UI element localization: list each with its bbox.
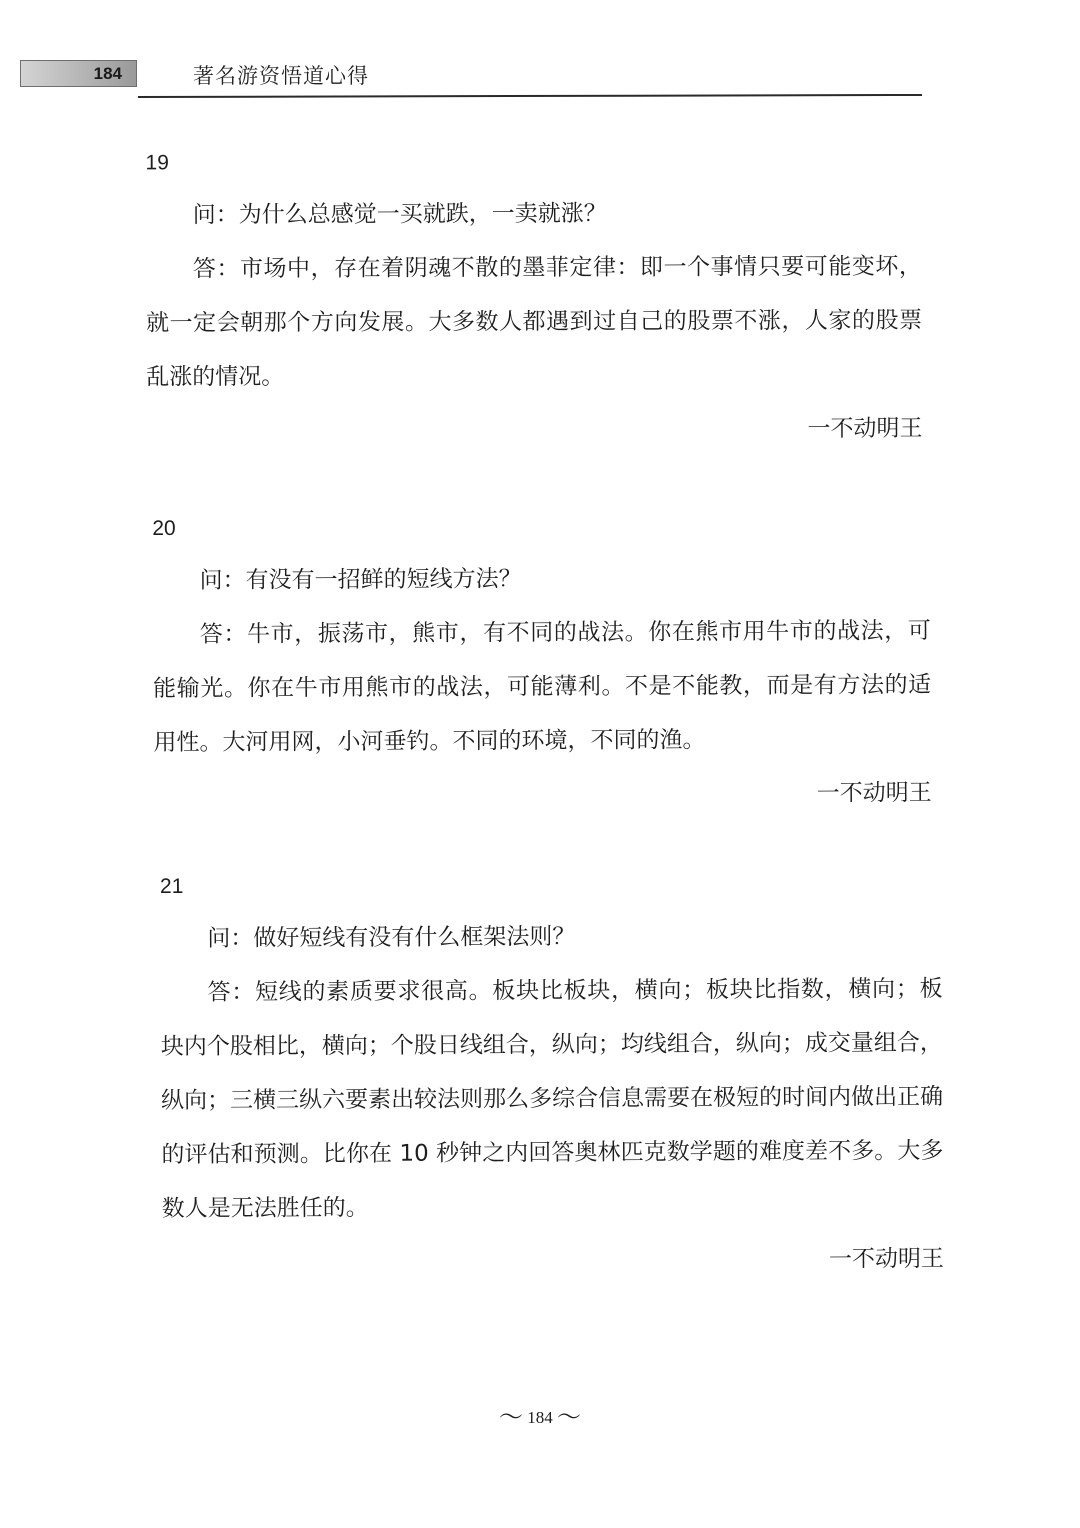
header-rule [138,94,922,98]
qa-entry-19 [145,138,922,459]
author-signature: 一不动明王 [807,415,923,443]
book-title: 著名游资悟道心得 [193,64,369,88]
footer-page-number: 184 [527,1408,553,1427]
entry-number: 20 [152,516,176,541]
qa-entry-20 [152,502,932,824]
header-page-number: 184 [93,64,122,83]
question-text: 问：做好短线有没有什么框架法则？ [207,923,576,952]
answer-text: 答：短线的素质要求很高。板块比板块，横向；板块比指数，横向；板块内个股相比，横向；个股日线组合，纵向；均线组合，纵向；成交量组合，纵向；三横三纵六要素出较法则那么多综合信息需要在极短的时间内做出正确的评估和预测。比你在 10 秒钟之内回答奥林匹克数学题的难度差不多。大多数人是无法胜任的。 [160,975,944,1223]
page-footer [0,1397,1080,1432]
footer-left-tilde: ～ [499,1405,523,1431]
author-signature: 一不动明王 [816,779,932,807]
author-signature: 一不动明王 [828,1245,945,1273]
answer-text: 答：牛市，振荡市，熊市，有不同的战法。你在熊市用牛市的战法，可能输光。你在牛市用熊市的战法，可能薄利。不是不能教，而是有方法的适用性。大河用网，小河垂钓。不同的环境，不同的渔。 [153,617,932,757]
footer-right-tilde: ～ [557,1405,581,1431]
entry-number: 21 [159,874,184,899]
question-text: 问：为什么总感觉一买就跌，一卖就涨？ [192,200,607,229]
qa-entry-21 [160,860,944,1290]
entry-number: 19 [145,151,169,175]
page-number-tab [20,60,137,87]
question-text: 问：有没有一招鲜的短线方法？ [199,566,522,594]
answer-text: 答：市场中，存在着阴魂不散的墨菲定律：即一个事情只要可能变坏，就一定会朝那个方向发展。大多数人都遇到过自己的股票不涨，人家的股票乱涨的情况。 [146,253,923,391]
